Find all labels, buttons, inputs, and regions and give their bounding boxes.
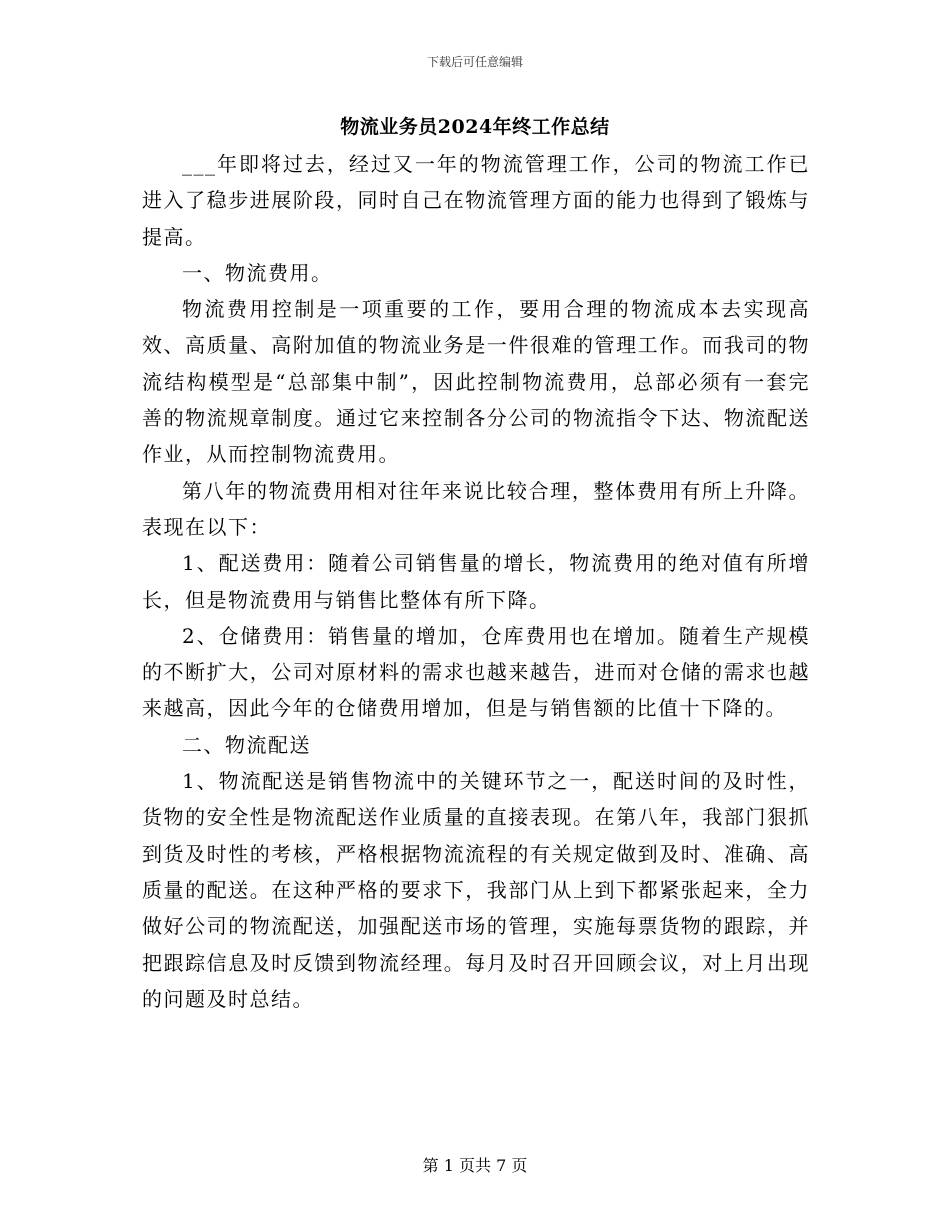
page-footer: 第 1 页共 7 页 bbox=[422, 1156, 528, 1175]
header-note: 下载后可任意编辑 bbox=[426, 55, 523, 69]
document-title: 物流业务员2024年终工作总结 bbox=[340, 116, 610, 138]
list-item-storage-cost: 2、仓储费用：销售量的增加，仓库费用也在增加。随着生产规模的不断扩大，公司对原材料的需求也越来越告，进而对仓储的需求也越来越高，因此今年的仓储费用增加，但是与销售额的比值十下降的。 bbox=[142, 623, 810, 721]
list-item-delivery-cost: 1、配送费用：随着公司销售量的增长，物流费用的绝对值有所增长，但是物流费用与销售比整体有所下降。 bbox=[142, 551, 810, 612]
section-heading-logistics-cost: 一、物流费用。 bbox=[182, 260, 333, 285]
body-paragraph: 第八年的物流费用相对往年来说比较合理，整体费用有所上升降。表现在以下： bbox=[142, 478, 810, 539]
document-body bbox=[142, 146, 810, 1017]
list-item-delivery: 1、物流配送是销售物流中的关键环节之一，配送时间的及时性，货物的安全性是物流配送作业质量的直接表现。在第八年，我部门狠抓到货及时性的考核，严格根据物流流程的有关规定做到及时、准确、高质量的配送。在这种严格的要求下，我部门从上到下都紧张起来，全力做好公司的物流配送，加强配送市场的管理，实施每票货物的跟踪，并把跟踪信息及时反馈到物流经理。每月及时召开回顾会议，对上月出现的问题及时总结。 bbox=[142, 769, 810, 1011]
section-heading-logistics-delivery: 二、物流配送 bbox=[182, 732, 311, 757]
intro-paragraph: ___年即将过去，经过又一年的物流管理工作，公司的物流工作已进入了稳步进展阶段，同时自己在物流管理方面的能力也得到了锻炼与提高。 bbox=[142, 152, 810, 249]
body-paragraph: 物流费用控制是一项重要的工作，要用合理的物流成本去实现高效、高质量、高附加值的物流业务是一件很难的管理工作。而我司的物流结构模型是“总部集中制”，因此控制物流费用，总部必须有一套完善的物流规章制度。通过它来控制各分公司的物流指令下达、物流配送作业，从而控制物流费用。 bbox=[142, 297, 810, 467]
